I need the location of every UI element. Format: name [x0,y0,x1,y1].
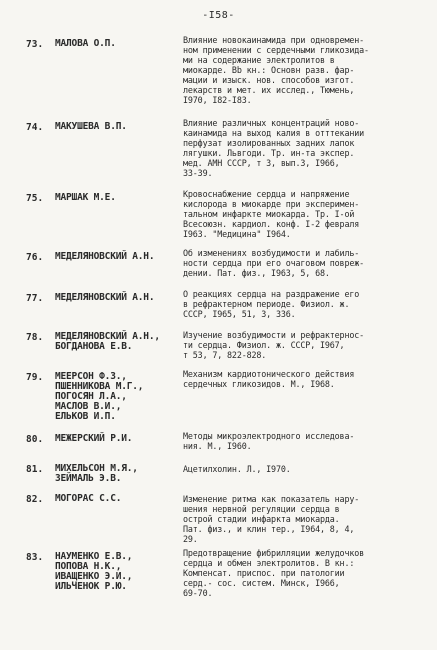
entry-number: 83. [26,552,44,563]
entry-number: 79. [26,372,44,383]
entry-authors: НАУМЕНКО Е.В., ПОПОВА Н.К., ИВАЩЕНКО Э.И., ИЛЬЧЕНОК Р.Ю. [55,551,133,592]
entry-title: Об изменениях возбудимости и лабиль- ности сердца при его очаговом повреж- дении. Пат. физ., I963, 5, 68. [183,248,365,278]
page-number: -I58- [202,10,235,21]
entry-number: 78. [26,332,44,343]
entry-title: Механизм кардиотонического действия сердечных гликозидов. М., I968. [183,369,355,389]
entry-title: Влияние различных концентраций ново- каинамида на выход калия в отттекании перфузат изолированных задних лапок лягушки. Львгоди. Тр. ин-та экспер. мед. АМН СССР, т 3, вып.3, I966, 33-39. [183,118,365,178]
entry-number: 75. [26,193,44,204]
entry-title: Кровоснабжение сердца и напряжение кислорода в миокарде при эксперимен- тальном инфаркте миокарда. Тр. I-ой Всесоюзн. кардиол. конф. I-2 февраля I963. "Медицина" I964. [183,189,360,239]
entry-authors: МЕДЕЛЯНОВСКИЙ А.Н. [55,292,155,303]
entry-title: Влияние новокаинамида при одновремен- ном применении с сердечными гликозида- ми на содержание электролитов в миокарде. Вb кн.: Основн разв. фар- мации и изыск. нов. способов изгот. лекарств и мет. их исслед., Тюмень, I970, I82-I83. [183,35,369,105]
entry-title: Изучение возбудимости и рефрактернос- ти сердца. Физиол. ж. СССР, I967, т 53, 7, 822-828. [183,330,365,360]
entry-number: 76. [26,252,44,263]
entry-title: Ацетилхолин. Л., I970. [183,464,291,474]
entry-number: 73. [26,39,44,50]
entry-authors: МАЛОВА О.П. [55,38,116,49]
entry-title: Изменение ритма как показатель нару- шения нервной регуляции сердца в острой стадии инфаркта миокарда. Пат. физ., и клин тер., I964, 8, 4, 29. [183,494,360,544]
entry-title: Предотвращение фибрилляции желудочков сердца и обмен электролитов. В кн.: Компенсат. приспос. при патологии серд.- сос. систем. Минск, I966, 69-70. [183,548,365,598]
entry-title: Методы микроэлектродного исследова- ния. М., I960. [183,431,355,451]
entry-number: 77. [26,293,44,304]
entry-authors: МЕДЕЛЯНОВСКИЙ А.Н. [55,251,155,262]
entry-number: 81. [26,464,44,475]
entry-title: О реакциях сердца на раздражение его в рефрактерном периоде. Физиол. ж. СССР, I965, 51, 3, 336. [183,289,360,319]
entry-number: 74. [26,122,44,133]
entry-authors: МАКУШЕВА В.П. [55,121,127,132]
entry-authors: МЕЖЕРСКИЙ Р.И. [55,433,133,444]
entry-authors: МОГОРАС С.С. [55,493,122,504]
entry-number: 82. [26,494,44,505]
entry-authors: МИХЕЛЬСОН М.Я., ЗЕЙМАЛЬ Э.В. [55,463,138,484]
entry-authors: МЕДЕЛЯНОВСКИЙ А.Н., БОГДАНОВА Е.В. [55,331,160,352]
entry-authors: МЕЕРСОН Ф.З., ПШЕННИКОВА М.Г., ПОГОСЯН Л.А., МАСЛОВ В.И., ЕЛЬКОВ И.П. [55,371,144,422]
entry-number: 80. [26,434,44,445]
entry-authors: МАРШАК М.Е. [55,192,116,203]
